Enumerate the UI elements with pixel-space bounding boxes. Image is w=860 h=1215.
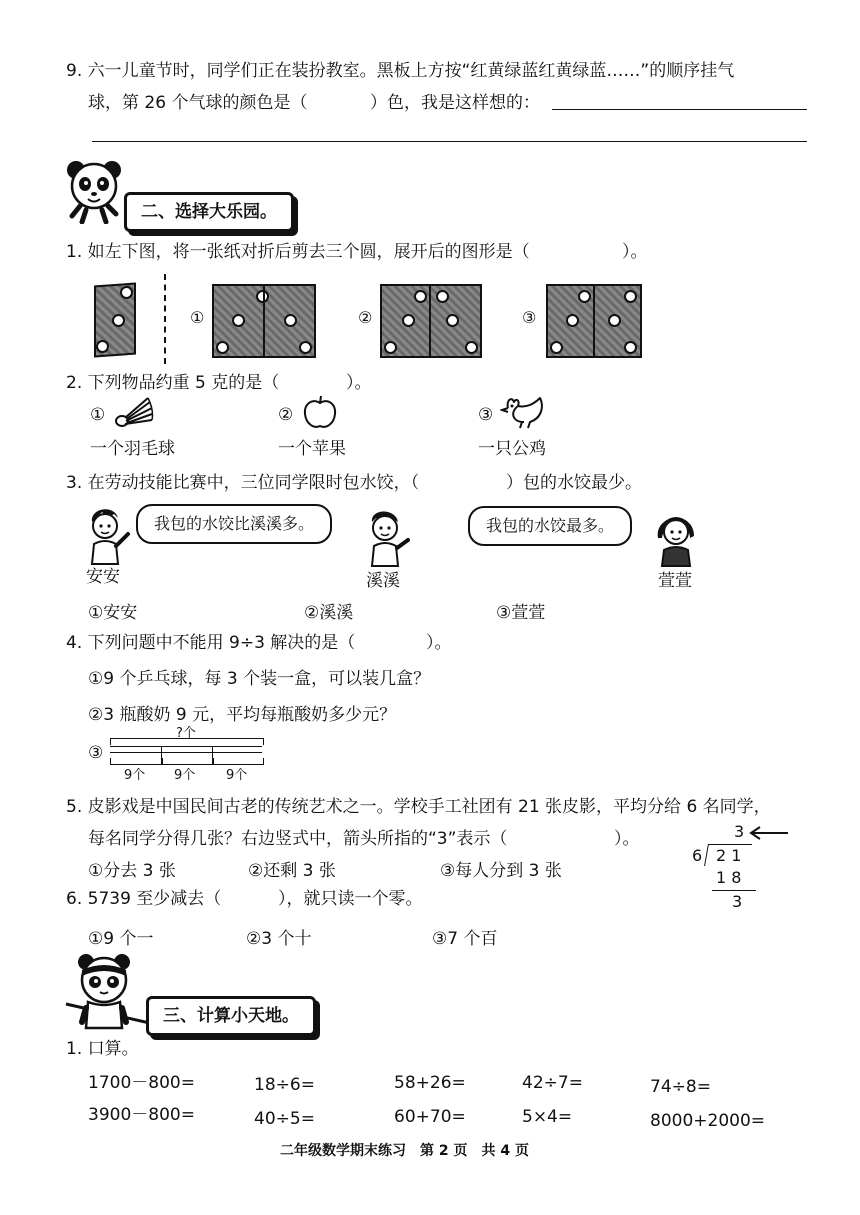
shuttlecock-icon — [114, 396, 154, 428]
s2q1-option-3-figure[interactable] — [546, 284, 642, 358]
diagram-question-label: ?个 — [176, 726, 196, 741]
s2q5-option-3[interactable]: ③每人分到 3 张 — [440, 861, 562, 881]
section3-title: 三、计算小天地。 — [146, 996, 316, 1036]
oral-calc-r1-4: 42÷7= — [522, 1073, 583, 1093]
oral-calc-r2-2: 40÷5= — [254, 1109, 315, 1129]
divider-dashed-line — [164, 274, 166, 364]
q9-reason-line-1[interactable] — [552, 109, 807, 110]
girl-xuanxuan-icon — [652, 508, 702, 568]
diagram-label-1: 9个 — [124, 768, 146, 783]
oral-calc-r1-3: 58+26= — [394, 1073, 466, 1093]
s2q3-name-xuanxuan: 萱萱 — [658, 571, 692, 591]
q9-line2a: 球，第 26 个气球的颜色是（ — [88, 93, 308, 113]
s2q1-option-3-label[interactable]: ③ — [522, 308, 537, 327]
apple-icon — [302, 394, 338, 430]
s2q6-stem: 6. 5739 至少减去（ — [66, 889, 222, 909]
s2q2-stem: 2. 下列物品约重 5 克的是（ — [66, 373, 280, 393]
s2q6-option-3[interactable]: ③7 个百 — [432, 929, 498, 949]
s2q6-option-2[interactable]: ②3 个十 — [246, 929, 312, 949]
oral-calc-r1-1: 1700－800= — [88, 1073, 195, 1093]
s2q1-stem: 1. 如左下图，将一张纸对折后剪去三个圆，展开后的图形是（ — [66, 242, 530, 262]
s2q3-close: ）包的水饺最少。 — [506, 473, 642, 493]
folded-paper-figure — [94, 280, 138, 356]
s2q3-bubble-anan: 我包的水饺比溪溪多。 — [136, 504, 332, 544]
s2q5-line2b: ）。 — [614, 829, 640, 849]
division-product: 1 8 — [716, 868, 742, 887]
oral-calc-r2-1: 3900－800= — [88, 1105, 195, 1125]
s2q1-option-1-label[interactable]: ① — [190, 308, 205, 327]
panda-mascot-icon — [62, 158, 128, 224]
s2q2-close: ）。 — [346, 373, 372, 393]
s2q6-option-1[interactable]: ①9 个一 — [88, 929, 154, 949]
oral-calc-r1-2: 18÷6= — [254, 1075, 315, 1095]
section2-title: 二、选择大乐园。 — [124, 192, 294, 232]
s2q4-close: ）。 — [426, 633, 452, 653]
arrow-left-icon — [748, 826, 790, 840]
boy-anan-icon — [84, 504, 132, 566]
s2q3-option-1[interactable]: ①安安 — [88, 603, 138, 623]
s2q1-close: ）。 — [622, 242, 648, 262]
s2q4-option-1[interactable]: ①9 个乒乓球，每 3 个装一盒，可以装几盒？ — [88, 669, 431, 689]
s2q3-name-xixi: 溪溪 — [366, 571, 400, 591]
division-dividend: 2 1 — [716, 846, 742, 865]
s2q2-opt3-label: 一只公鸡 — [478, 439, 546, 459]
q9-line2b: ）色，我是这样想的： — [370, 93, 540, 113]
division-quotient: 3 — [734, 822, 745, 841]
division-divisor: 6 — [692, 846, 703, 865]
q9-line1: 9. 六一儿童节时，同学们正在装扮教室。黑板上方按“红黄绿蓝红黄绿蓝……”的顺序挂气 — [66, 61, 735, 81]
s2q6-close: ），就只读一个零。 — [278, 889, 423, 909]
oral-calc-r2-4: 5×4= — [522, 1107, 573, 1127]
s2q4-option-2[interactable]: ②3 瓶酸奶 9 元，平均每瓶酸奶多少元？ — [88, 705, 397, 725]
s3q1-label: 1. 口算。 — [66, 1039, 139, 1059]
s2q2-opt1-num[interactable]: ① — [90, 405, 106, 425]
s2q3-stem: 3. 在劳动技能比赛中，三位同学限时包水饺，（ — [66, 473, 420, 493]
s2q1-option-1-figure[interactable] — [212, 284, 316, 358]
s2q2-opt1-label: 一个羽毛球 — [90, 439, 175, 459]
s2q3-bubble-xuanxuan: 我包的水饺最多。 — [468, 506, 632, 546]
s2q5-line1: 5. 皮影戏是中国民间古老的传统艺术之一。学校手工社团有 21 张皮影，平均分给 6 名同学， — [66, 797, 771, 817]
diagram-label-2: 9个 — [174, 768, 196, 783]
s2q4-stem: 4. 下列问题中不能用 9÷3 解决的是（ — [66, 633, 356, 653]
s2q1-option-2-label[interactable]: ② — [358, 308, 373, 327]
division-remainder: 3 — [732, 892, 743, 911]
s2q4-option-3-num[interactable]: ③ — [88, 743, 104, 763]
long-division-figure — [688, 820, 798, 920]
s2q5-option-1[interactable]: ①分去 3 张 — [88, 861, 176, 881]
s2q2-opt2-num[interactable]: ② — [278, 405, 294, 425]
oral-calc-r1-5: 74÷8= — [650, 1077, 711, 1097]
rooster-icon — [500, 394, 546, 430]
s2q4-line-diagram — [106, 724, 270, 784]
oral-calc-r2-3: 60+70= — [394, 1107, 466, 1127]
diagram-label-3: 9个 — [226, 768, 248, 783]
s2q3-name-anan: 安安 — [86, 567, 120, 587]
s2q2-opt2-label: 一个苹果 — [278, 439, 346, 459]
oral-calc-r2-5: 8000+2000= — [650, 1111, 766, 1131]
s2q1-option-2-figure[interactable] — [380, 284, 482, 358]
s2q3-option-2[interactable]: ②溪溪 — [304, 603, 354, 623]
q9-reason-line-2[interactable] — [92, 141, 807, 142]
page-footer: 二年级数学期末练习 第 2 页 共 4 页 — [280, 1143, 529, 1159]
panda-with-bamboo-icon — [64, 948, 156, 1034]
s2q2-opt3-num[interactable]: ③ — [478, 405, 494, 425]
s2q5-line2a: 每名同学分得几张？右边竖式中，箭头所指的“3”表示（ — [88, 829, 508, 849]
s2q3-option-3[interactable]: ③萱萱 — [496, 603, 546, 623]
boy-xixi-icon — [362, 506, 412, 568]
s2q5-option-2[interactable]: ②还剩 3 张 — [248, 861, 336, 881]
